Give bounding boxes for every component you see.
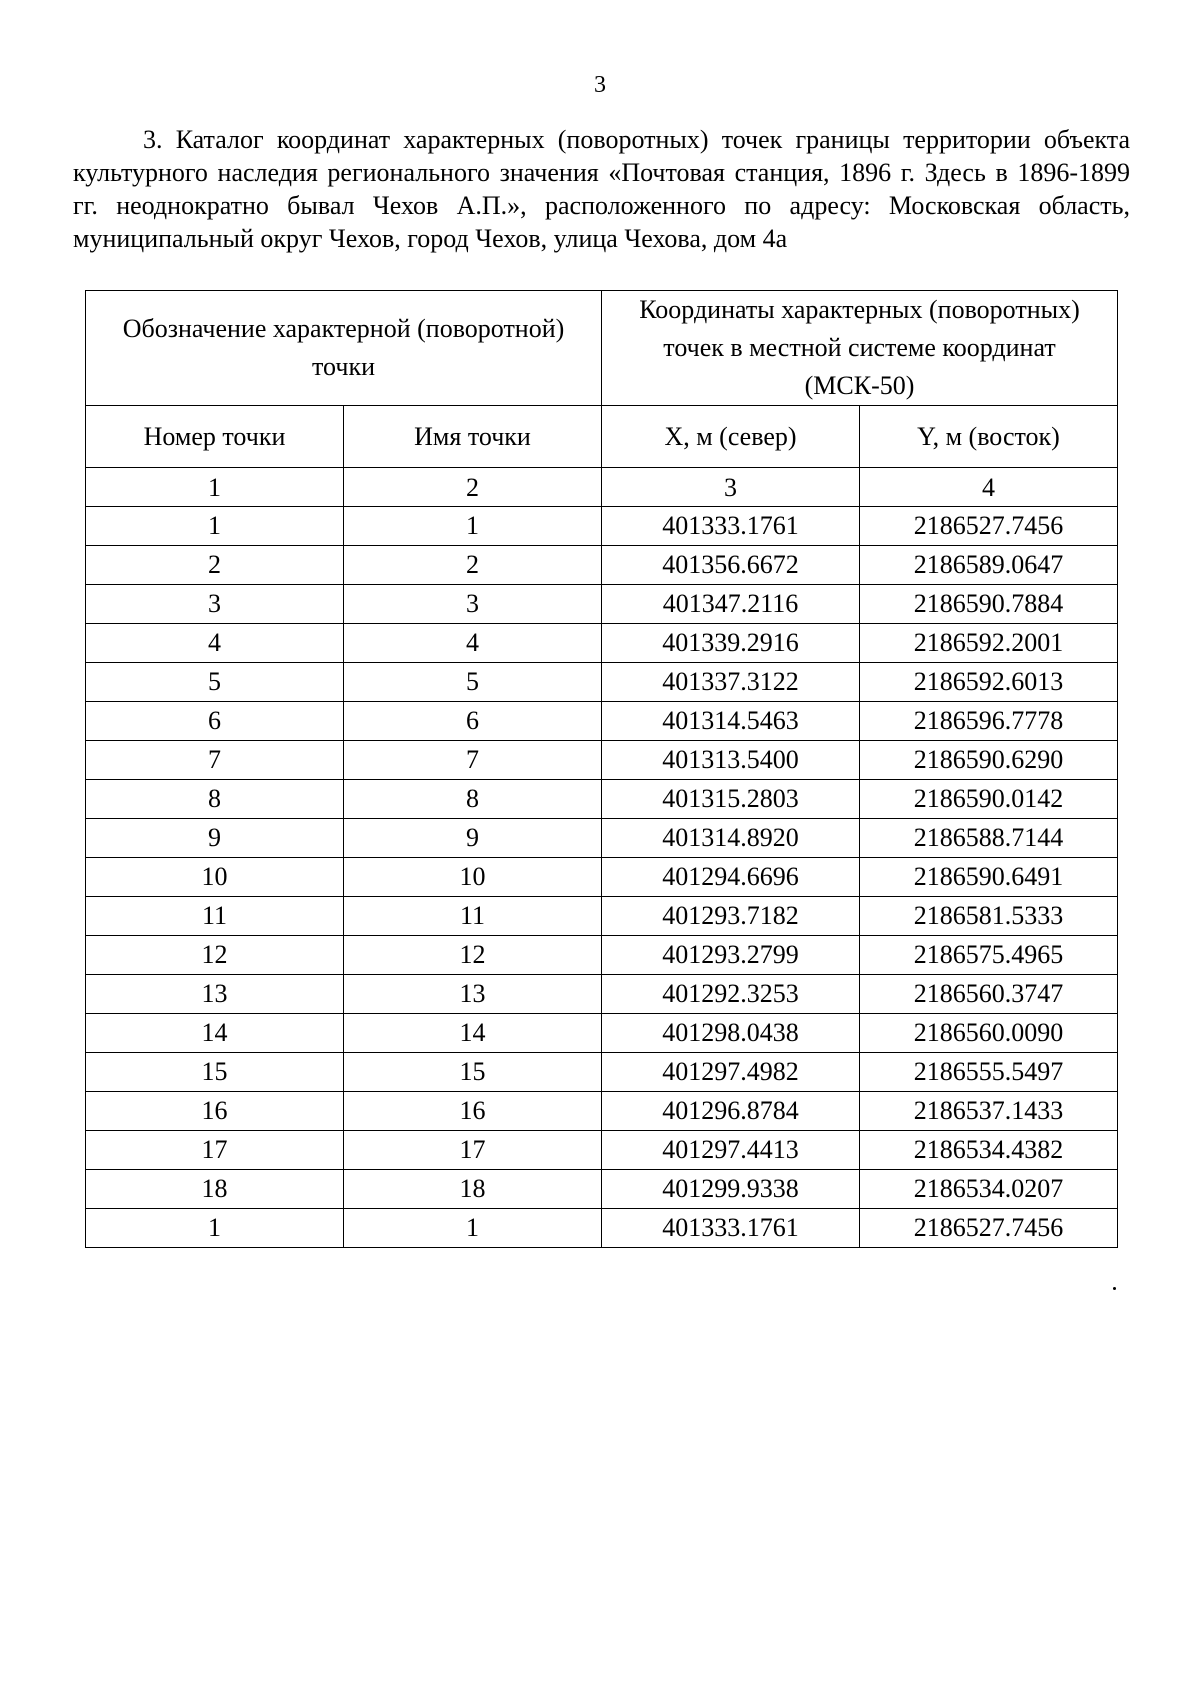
cell-point-name: 6 <box>344 702 602 741</box>
cell-point-name: 13 <box>344 975 602 1014</box>
table-row <box>86 858 1118 897</box>
cell-point-number: 6 <box>86 702 344 741</box>
column-number: 1 <box>86 468 344 507</box>
cell-x-coordinate: 401313.5400 <box>602 741 860 780</box>
cell-point-name: 8 <box>344 780 602 819</box>
table-row <box>86 1053 1118 1092</box>
cell-x-coordinate: 401293.7182 <box>602 897 860 936</box>
cell-x-coordinate: 401314.8920 <box>602 819 860 858</box>
cell-point-name: 4 <box>344 624 602 663</box>
header-y-east: Y, м (восток) <box>860 406 1118 468</box>
cell-point-number: 17 <box>86 1131 344 1170</box>
column-number: 4 <box>860 468 1118 507</box>
header-point-name: Имя точки <box>344 406 602 468</box>
cell-x-coordinate: 401294.6696 <box>602 858 860 897</box>
cell-y-coordinate: 2186575.4965 <box>860 936 1118 975</box>
header-point-number: Номер точки <box>86 406 344 468</box>
table-row <box>86 936 1118 975</box>
cell-y-coordinate: 2186592.2001 <box>860 624 1118 663</box>
table-row <box>86 585 1118 624</box>
cell-point-name: 15 <box>344 1053 602 1092</box>
cell-y-coordinate: 2186534.0207 <box>860 1170 1118 1209</box>
cell-x-coordinate: 401299.9338 <box>602 1170 860 1209</box>
table-row <box>86 546 1118 585</box>
cell-point-name: 9 <box>344 819 602 858</box>
table-row <box>86 507 1118 546</box>
cell-point-number: 13 <box>86 975 344 1014</box>
header-point-designation: Обозначение характерной (поворотной) точки <box>86 291 602 406</box>
cell-x-coordinate: 401347.2116 <box>602 585 860 624</box>
header-coordinates: Координаты характерных (поворотных) точек в местной системе координат (МСК-50) <box>602 291 1118 406</box>
table-header-columns-row <box>86 406 1118 468</box>
cell-y-coordinate: 2186537.1433 <box>860 1092 1118 1131</box>
cell-point-number: 16 <box>86 1092 344 1131</box>
cell-x-coordinate: 401314.5463 <box>602 702 860 741</box>
cell-point-number: 8 <box>86 780 344 819</box>
cell-x-coordinate: 401292.3253 <box>602 975 860 1014</box>
table-row <box>86 1170 1118 1209</box>
cell-point-number: 3 <box>86 585 344 624</box>
cell-y-coordinate: 2186527.7456 <box>860 1209 1118 1248</box>
column-number: 3 <box>602 468 860 507</box>
cell-point-name: 14 <box>344 1014 602 1053</box>
table-row <box>86 624 1118 663</box>
cell-point-name: 18 <box>344 1170 602 1209</box>
cell-x-coordinate: 401337.3122 <box>602 663 860 702</box>
cell-point-number: 10 <box>86 858 344 897</box>
column-number-row <box>86 468 1118 507</box>
cell-point-number: 1 <box>86 1209 344 1248</box>
cell-point-number: 7 <box>86 741 344 780</box>
table-body <box>86 468 1118 1248</box>
cell-x-coordinate: 401296.8784 <box>602 1092 860 1131</box>
cell-point-number: 4 <box>86 624 344 663</box>
cell-y-coordinate: 2186592.6013 <box>860 663 1118 702</box>
table-row <box>86 1131 1118 1170</box>
cell-y-coordinate: 2186560.3747 <box>860 975 1118 1014</box>
table-row <box>86 1092 1118 1131</box>
cell-point-name: 3 <box>344 585 602 624</box>
cell-x-coordinate: 401297.4982 <box>602 1053 860 1092</box>
table-row <box>86 702 1118 741</box>
cell-x-coordinate: 401298.0438 <box>602 1014 860 1053</box>
table-row <box>86 741 1118 780</box>
cell-x-coordinate: 401315.2803 <box>602 780 860 819</box>
cell-x-coordinate: 401356.6672 <box>602 546 860 585</box>
cell-point-name: 16 <box>344 1092 602 1131</box>
cell-point-number: 14 <box>86 1014 344 1053</box>
cell-point-number: 2 <box>86 546 344 585</box>
cell-y-coordinate: 2186534.4382 <box>860 1131 1118 1170</box>
page-number: 3 <box>594 72 606 98</box>
cell-point-name: 11 <box>344 897 602 936</box>
cell-y-coordinate: 2186596.7778 <box>860 702 1118 741</box>
cell-point-number: 11 <box>86 897 344 936</box>
header-x-north: X, м (север) <box>602 406 860 468</box>
cell-point-name: 12 <box>344 936 602 975</box>
cell-point-number: 18 <box>86 1170 344 1209</box>
cell-point-name: 5 <box>344 663 602 702</box>
table-row <box>86 897 1118 936</box>
cell-y-coordinate: 2186588.7144 <box>860 819 1118 858</box>
table-row <box>86 780 1118 819</box>
table-row <box>86 1209 1118 1248</box>
stray-dot-mark <box>1113 1287 1116 1290</box>
cell-point-number: 15 <box>86 1053 344 1092</box>
cell-y-coordinate: 2186590.6491 <box>860 858 1118 897</box>
cell-point-name: 7 <box>344 741 602 780</box>
cell-point-number: 5 <box>86 663 344 702</box>
table-row <box>86 1014 1118 1053</box>
cell-point-name: 2 <box>344 546 602 585</box>
cell-x-coordinate: 401293.2799 <box>602 936 860 975</box>
cell-point-name: 10 <box>344 858 602 897</box>
table-row <box>86 819 1118 858</box>
cell-y-coordinate: 2186590.0142 <box>860 780 1118 819</box>
cell-point-name: 1 <box>344 1209 602 1248</box>
cell-y-coordinate: 2186589.0647 <box>860 546 1118 585</box>
cell-x-coordinate: 401339.2916 <box>602 624 860 663</box>
cell-x-coordinate: 401297.4413 <box>602 1131 860 1170</box>
cell-point-name: 1 <box>344 507 602 546</box>
cell-point-number: 9 <box>86 819 344 858</box>
cell-y-coordinate: 2186590.7884 <box>860 585 1118 624</box>
table-row <box>86 975 1118 1014</box>
cell-point-number: 1 <box>86 507 344 546</box>
table-row <box>86 663 1118 702</box>
cell-y-coordinate: 2186527.7456 <box>860 507 1118 546</box>
cell-y-coordinate: 2186581.5333 <box>860 897 1118 936</box>
cell-y-coordinate: 2186555.5497 <box>860 1053 1118 1092</box>
table-header-group-row <box>86 291 1118 406</box>
cell-x-coordinate: 401333.1761 <box>602 1209 860 1248</box>
coordinates-table <box>85 290 1118 1248</box>
cell-point-number: 12 <box>86 936 344 975</box>
cell-y-coordinate: 2186590.6290 <box>860 741 1118 780</box>
catalog-intro-paragraph: 3. Каталог координат характерных (поворотных) точек границы территории объекта культурного наследия регионального значения «Почтовая станция, 1896 г. Здесь в 1896-1899 гг. неоднократно бывал Чехов А.П.», расположенного по адресу: Московская область, муниципальный округ Чехов, город Чехов, улица Чехова, дом 4а <box>73 125 1130 253</box>
cell-x-coordinate: 401333.1761 <box>602 507 860 546</box>
cell-y-coordinate: 2186560.0090 <box>860 1014 1118 1053</box>
cell-point-name: 17 <box>344 1131 602 1170</box>
column-number: 2 <box>344 468 602 507</box>
